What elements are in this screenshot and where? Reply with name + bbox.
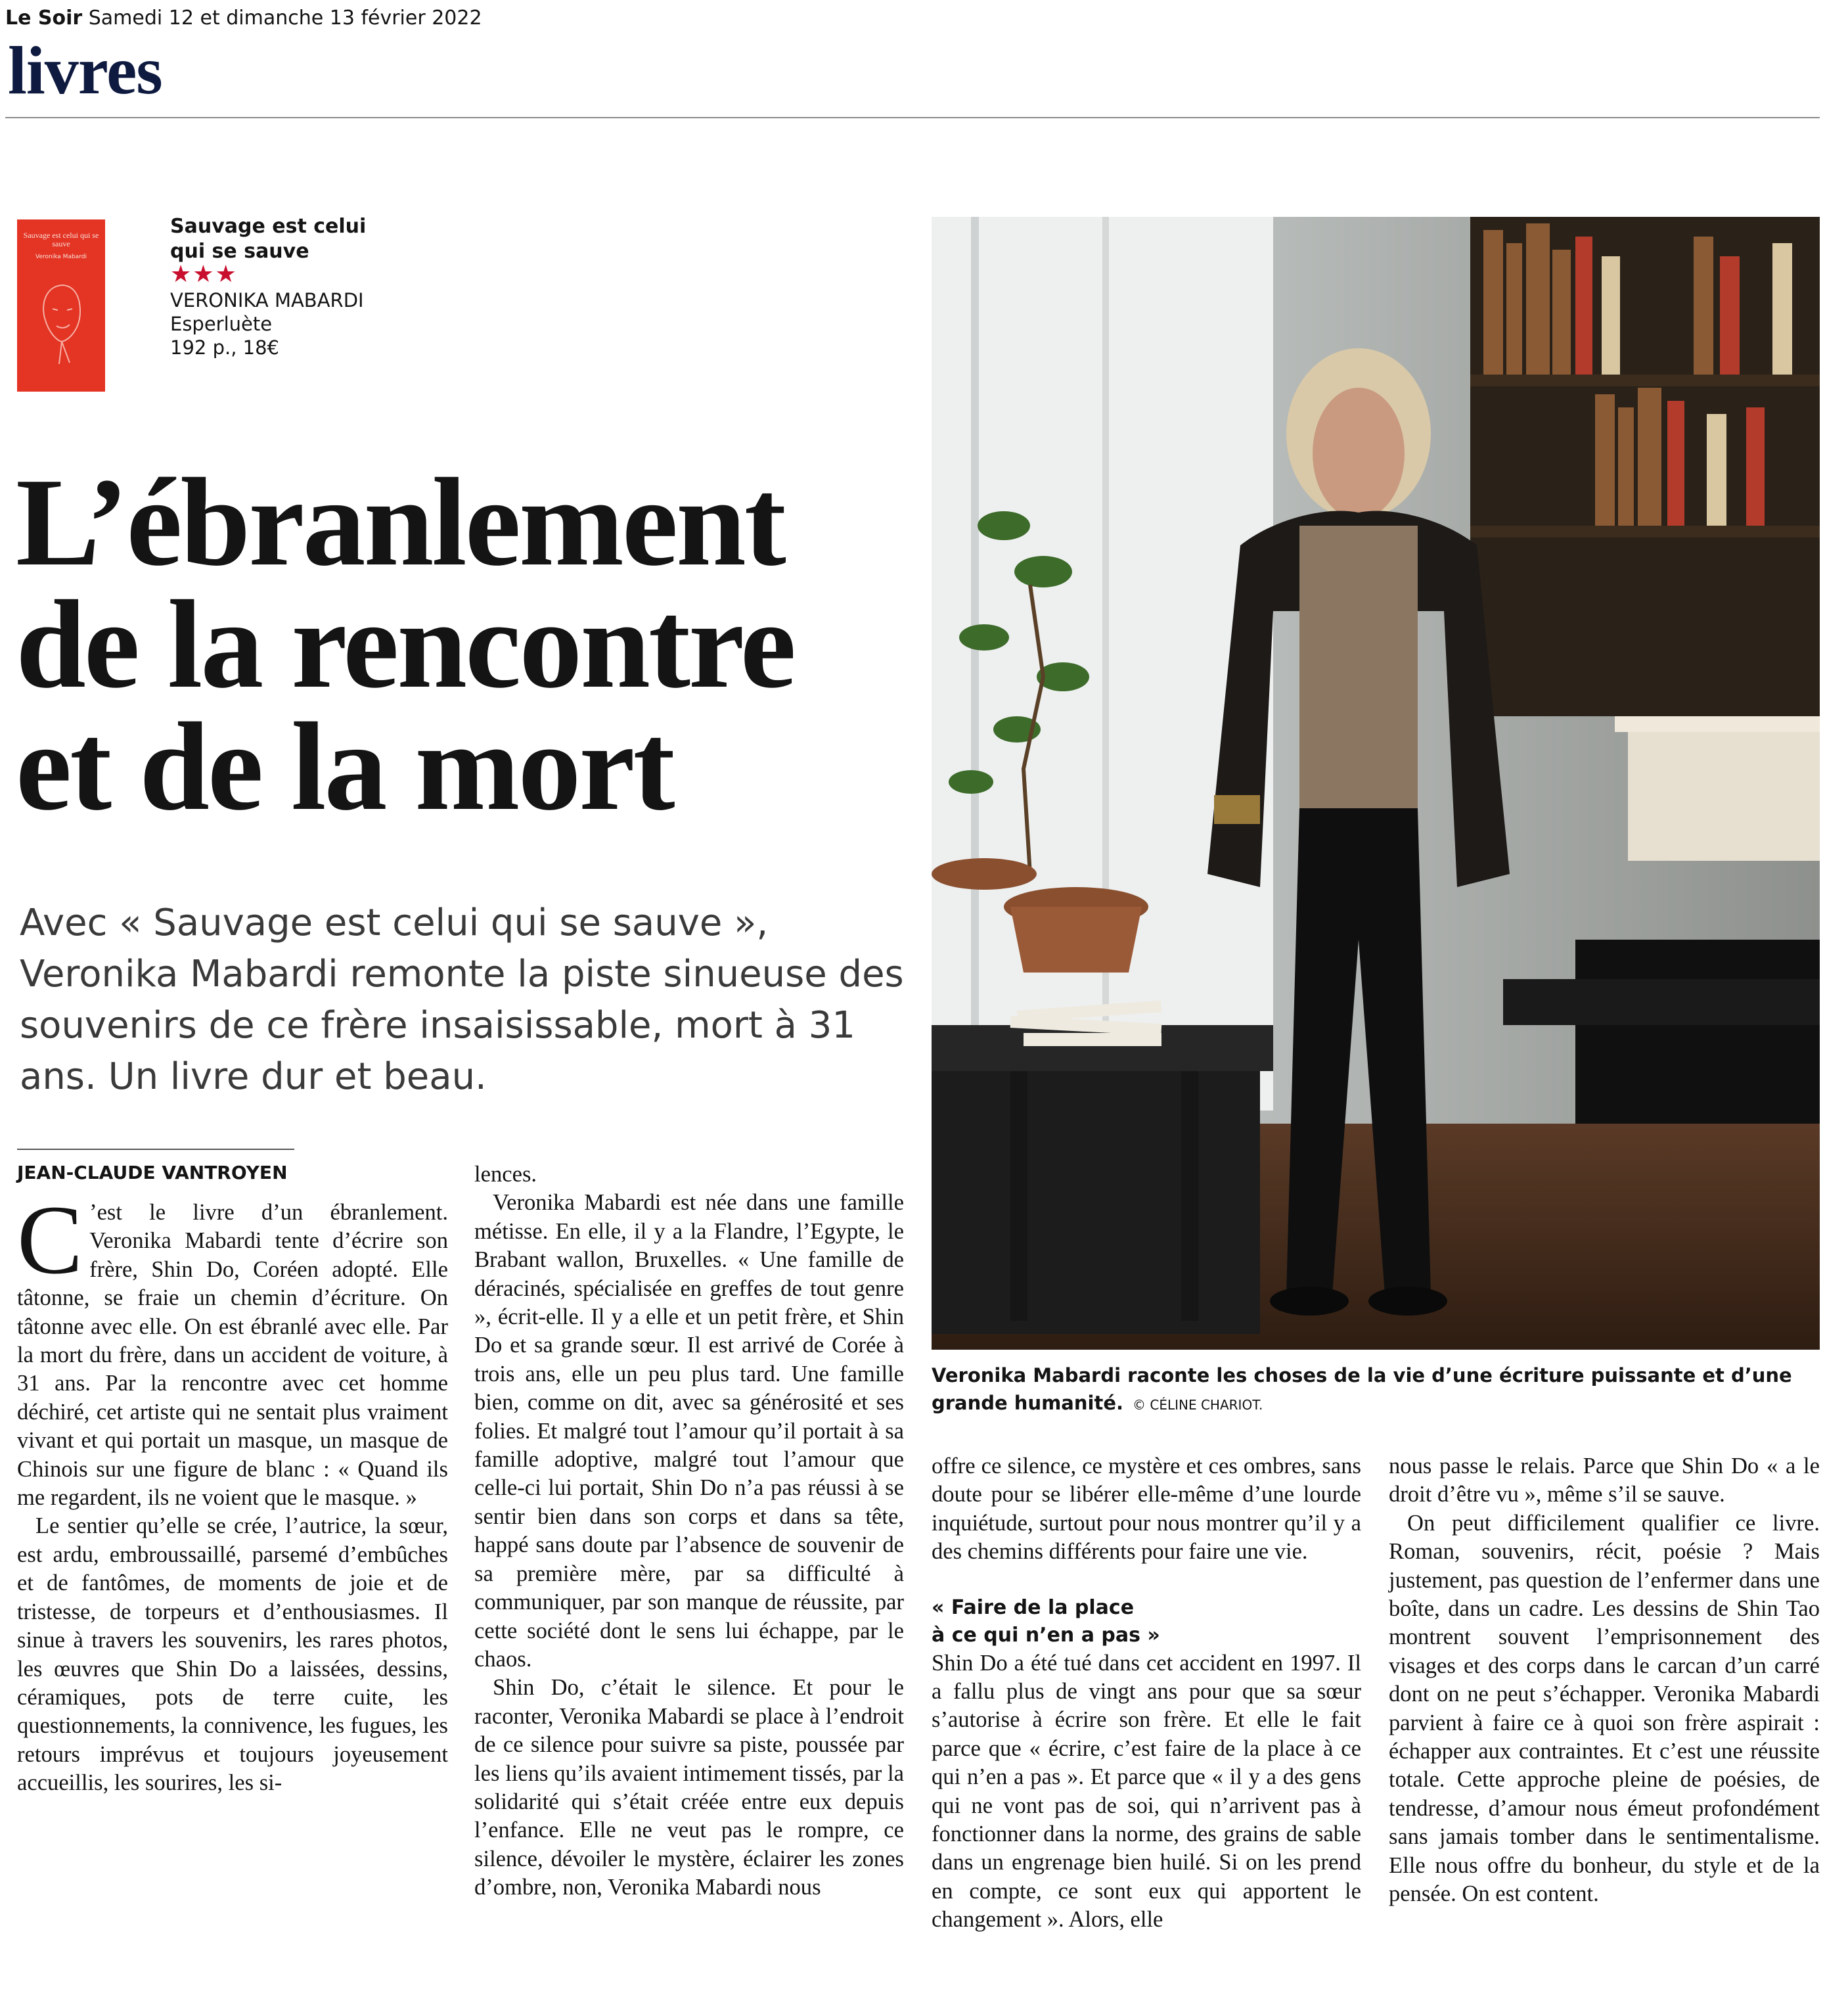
headline-line-3: et de la mort [16,697,673,836]
newspaper-brand: Le Soir [5,7,83,30]
paragraph-5: Shin Do a été tué dans cet accident en 1997. Il a fallu plus de vingt ans pour que sa sœur s’autorise à écrire son frère. Et elle le fait parce que « écrire, c’est faire de la place à ce qui n’en a pas ». Et parce que « il y a des gens qui ne vont pas de soi, qui n’arrivent pas à fonctionner dans la norme, des grains de sable dans un engrenage bien huilé. Si on les prend en compte, ce sont eux qui apportent le changement ». Alors, elle [932,1650,1361,1933]
rating-stars: ★★★ [170,261,238,288]
header-divider [5,117,1820,118]
author-portrait-illustration [932,217,1820,1350]
photo-caption [932,1362,1820,1419]
article-byline: JEAN-CLAUDE VANTROYEN [17,1162,288,1183]
page-header [5,7,482,30]
paragraph-4-end: offre ce silence, ce mystère et ces ombres, sans doute pour se libérer elle-même d’une lourde inquiétude, surtout pour nous montrer qu’il y a des chemins différents pour faire une vie. [932,1454,1361,1565]
book-price: 192 p., 18€ [170,336,279,359]
body-column-1 [17,1185,448,1798]
paragraph-3: Veronika Mabardi est née dans une famille métisse. En elle, il y a la Flandre, l’Egypte, le Brabant wallon, Bruxelles. « Une famille de déracinés, spécialisée en greffes de tout genre », écrit-elle. Il y a elle et un petit frère, et Shin Do et sa grande sœur. Il est arrivé de Corée à trois ans, elle un peu plus tard. Une famille bien, comme on dit, avec sa générosité et ses folies. Et malgré tout l’amour qu’il portait à sa famille adoptive, malgré tout l’amour que celle-ci lui portait, Shin Do n’a pas réussi à se sentir bien dans son corps et dans sa tête, happé sans doute par l’absence de souvenir de sa première mère, par sa difficulté à communiquer, par son manque de réussite, par cette société dont le sens lui échappe, par le chaos. [474,1190,904,1672]
book-title: Sauvage est celui qui se sauve [170,215,367,263]
byline-divider [17,1149,294,1150]
cover-author: Veronika Mabardi [35,254,87,260]
headline-line-2: de la rencontre [16,574,794,714]
article-lede: Avec « Sauvage est celui qui se sauve », Veronika Mabardi remonte la piste sinueuse des souvenirs de ce frère insaisissable, mort à 31 ans. Un livre dur et beau. [20,902,904,1098]
caption-text: Veronika Mabardi raconte les choses de la vie d’une écriture puissante et d’une grande humanité. [932,1364,1792,1414]
headline-line-1: L’ébranlement [16,452,784,592]
article-subhead: « Faire de la place à ce qui n’en a pas » [932,1595,1160,1647]
section-title: livres [8,33,162,108]
article-headline [16,452,935,836]
body-column-4 [1389,1452,1820,1909]
body-column-2 [474,1160,904,1902]
photo-credit: © CÉLINE CHARIOT. [1133,1397,1263,1413]
book-author: VERONIKA MABARDI [170,289,364,311]
paragraph-1: C ’est le livre d’un ébranlement. Veronika Mabardi tente d’écrire son frère, Shin Do, Coréen adopté. Elle tâtonne, se fraie un chemin d’écriture. On tâtonne avec elle. On est ébranlé avec elle. Par la mort du frère, dans un accident de voiture, à 31 ans. Par la rencontre avec cet homme déchiré, cet artiste qui ne sentait plus vraiment vivant et qui portait un masque, un masque de Chinois sur une figure de blanc : « Quand ils me regardent, ils ne voient que le masque. » [17,1185,448,1511]
paragraph-4: Shin Do, c’était le silence. Et pour le raconter, Veronika Mabardi se place à l’endroit de ce silence pour suivre sa piste, poussée par les liens qu’ils avaient intimement tissés, par la solidarité qui s’était créée entre eux depuis l’enfance. Elle ne veut pas le rompre, ce silence, dévoiler le mystère, éclairer les zones d’ombre, non, Veronika Mabardi nous [474,1675,904,1900]
cover-drawing-icon [26,272,97,371]
cover-title: Sauvage est celui qui se sauve [23,231,99,249]
paragraph-2-end: lences. [474,1162,537,1187]
paragraph-6: On peut difficilement qualifier ce livre. Roman, souvenirs, récit, poésie ? Mais justement, pas question de l’enfermer dans une boîte, dans un cadre. Les dessins de Shin Tao montrent souvent l’emprisonnement des visages et des corps dans le carcan d’un carré dont on ne peut s’échapper. Veronika Mabardi parvient à faire ce à quoi son frère aspirait : échapper aux contraintes. Et c’est une réussite totale. Cette approche pleine de poésies, de tendresse, d’amour nous émeut profondément sans jamais tomber dans le sentimentalisme. Elle nous offre du bonheur, du style et de la pensée. On est content. [1389,1510,1820,1907]
issue-date: Samedi 12 et dimanche 13 février 2022 [88,7,482,30]
author-photo [932,217,1820,1350]
book-publisher: Esperluète [170,313,273,335]
paragraph-2: Le sentier qu’elle se crée, l’autrice, la sœur, est ardu, embroussaillé, parsemé d’embûches et de fantômes, de moments de joie et de tristesse, de torpeurs et d’enthousiasmes. Il sinue à travers les souvenirs, les rares photos, les œuvres que Shin Do a laissées, dessins, céramiques, pots de terre cuite, les questionnements, la connivence, les fugues, les retours imprévus et toujours joyeusement accueillis, les sourires, les si- [17,1513,448,1796]
drop-cap: C [17,1185,83,1294]
book-cover [17,219,105,392]
body-column-3 [932,1452,1361,1935]
paragraph-5-end: nous passe le relais. Parce que Shin Do « a le droit d’être vu », même s’il se sauve. [1389,1454,1820,1507]
